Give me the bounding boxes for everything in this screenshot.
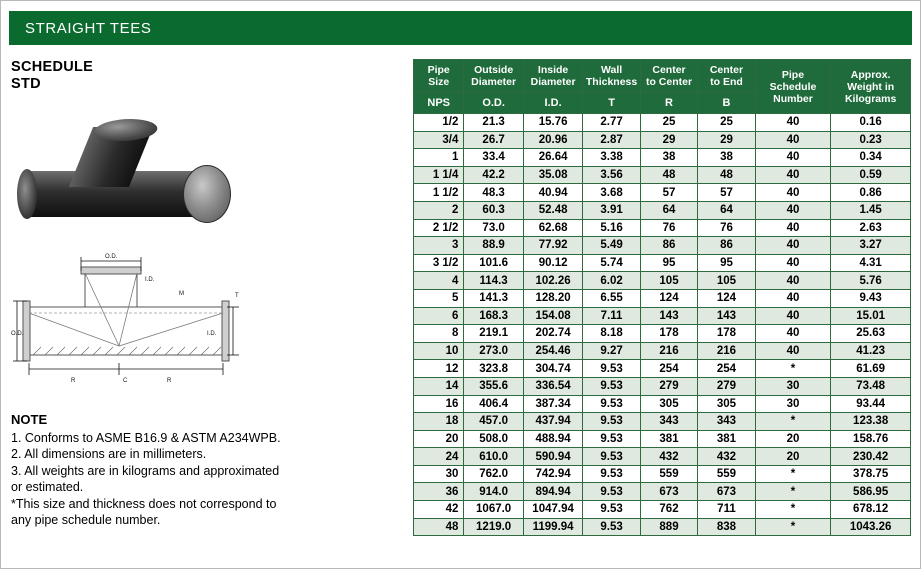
cell-t: 7.11: [583, 307, 640, 325]
drawing-label-id-right: I.D.: [207, 331, 217, 337]
col-symbol-r: R: [640, 93, 697, 114]
col-symbol-nps: NPS: [414, 93, 464, 114]
cell-sch: 40: [755, 237, 831, 255]
cell-id: 1047.94: [523, 501, 582, 519]
cell-wt: 4.31: [831, 254, 911, 272]
cell-wt: 3.27: [831, 237, 911, 255]
cell-t: 9.53: [583, 518, 640, 536]
cell-wt: 93.44: [831, 395, 911, 413]
cell-id: 437.94: [523, 413, 582, 431]
table-row: [414, 149, 911, 167]
table-row: [414, 413, 911, 431]
cell-t: 9.53: [583, 448, 640, 466]
cell-nps: 1/2: [414, 114, 464, 132]
tee-right-end: [183, 165, 231, 223]
cell-nps: 48: [414, 518, 464, 536]
cell-wt: 678.12: [831, 501, 911, 519]
cell-b: 143: [698, 307, 755, 325]
cell-od: 114.3: [464, 272, 523, 290]
cell-od: 26.7: [464, 131, 523, 149]
cell-od: 42.2: [464, 166, 523, 184]
tee-product-photo: [11, 113, 251, 243]
drawing-label-r-right: R: [167, 378, 172, 384]
note-line-1: 1. Conforms to ASME B16.9 & ASTM A234WPB.: [11, 430, 281, 445]
cell-od: 48.3: [464, 184, 523, 202]
cell-sch: 40: [755, 114, 831, 132]
cell-od: 219.1: [464, 325, 523, 343]
table-row: [414, 201, 911, 219]
cell-sch: 40: [755, 272, 831, 290]
cell-r: 559: [640, 465, 697, 483]
table-row: [414, 342, 911, 360]
cell-r: 343: [640, 413, 697, 431]
cell-od: 1067.0: [464, 501, 523, 519]
cell-nps: 14: [414, 377, 464, 395]
cell-b: 279: [698, 377, 755, 395]
col-header-wall-thickness: Wall Thickness: [583, 60, 640, 93]
table-row: [414, 219, 911, 237]
cell-id: 387.34: [523, 395, 582, 413]
col-header-center-to-center: Center to Center: [640, 60, 697, 93]
cell-id: 154.08: [523, 307, 582, 325]
cell-b: 38: [698, 149, 755, 167]
cell-b: 124: [698, 289, 755, 307]
note-block: [11, 412, 406, 529]
cell-r: 86: [640, 237, 697, 255]
note-line-6: any pipe schedule number.: [11, 513, 161, 527]
cell-od: 33.4: [464, 149, 523, 167]
cell-r: 25: [640, 114, 697, 132]
cell-nps: 42: [414, 501, 464, 519]
cell-wt: 378.75: [831, 465, 911, 483]
tee-dimension-drawing: [11, 251, 241, 391]
cell-id: 40.94: [523, 184, 582, 202]
cell-r: 105: [640, 272, 697, 290]
cell-t: 9.53: [583, 501, 640, 519]
cell-b: 48: [698, 166, 755, 184]
cell-od: 508.0: [464, 430, 523, 448]
table-row: [414, 272, 911, 290]
col-symbol-id: I.D.: [523, 93, 582, 114]
cell-nps: 1: [414, 149, 464, 167]
table-row: [414, 360, 911, 378]
drawing-label-c: C: [123, 378, 128, 384]
table-row: [414, 307, 911, 325]
table-row: [414, 325, 911, 343]
cell-nps: 6: [414, 307, 464, 325]
cell-sch: 40: [755, 219, 831, 237]
cell-sch: 40: [755, 307, 831, 325]
cell-od: 914.0: [464, 483, 523, 501]
cell-od: 101.6: [464, 254, 523, 272]
cell-t: 9.53: [583, 483, 640, 501]
table-row: [414, 377, 911, 395]
cell-id: 304.74: [523, 360, 582, 378]
note-title: NOTE: [11, 412, 48, 427]
table-row: [414, 395, 911, 413]
cell-nps: 3 1/2: [414, 254, 464, 272]
cell-r: 762: [640, 501, 697, 519]
cell-sch: 40: [755, 149, 831, 167]
cell-wt: 5.76: [831, 272, 911, 290]
dimensions-table-wrap: [413, 59, 911, 536]
cell-sch: *: [755, 360, 831, 378]
cell-wt: 41.23: [831, 342, 911, 360]
cell-od: 60.3: [464, 201, 523, 219]
table-head: [414, 60, 911, 114]
cell-t: 3.56: [583, 166, 640, 184]
table-row: [414, 430, 911, 448]
cell-nps: 16: [414, 395, 464, 413]
schedule-label: [11, 59, 406, 93]
cell-nps: 5: [414, 289, 464, 307]
cell-b: 343: [698, 413, 755, 431]
cell-r: 57: [640, 184, 697, 202]
cell-wt: 15.01: [831, 307, 911, 325]
table-row: [414, 289, 911, 307]
cell-b: 95: [698, 254, 755, 272]
drawing-label-t: T: [235, 293, 239, 299]
cell-od: 762.0: [464, 465, 523, 483]
cell-nps: 8: [414, 325, 464, 343]
cell-wt: 61.69: [831, 360, 911, 378]
schedule-line-1: SCHEDULE: [11, 59, 94, 75]
cell-r: 64: [640, 201, 697, 219]
cell-b: 57: [698, 184, 755, 202]
cell-r: 124: [640, 289, 697, 307]
cell-nps: 24: [414, 448, 464, 466]
drawing-label-r-left: R: [71, 378, 76, 384]
cell-sch: 40: [755, 166, 831, 184]
cell-od: 273.0: [464, 342, 523, 360]
cell-sch: 40: [755, 254, 831, 272]
cell-wt: 0.59: [831, 166, 911, 184]
drawing-label-od-top: O.D.: [105, 254, 118, 260]
cell-t: 9.27: [583, 342, 640, 360]
cell-nps: 18: [414, 413, 464, 431]
cell-t: 6.55: [583, 289, 640, 307]
table-row: [414, 166, 911, 184]
cell-sch: *: [755, 413, 831, 431]
cell-wt: 25.63: [831, 325, 911, 343]
cell-b: 559: [698, 465, 755, 483]
cell-b: 178: [698, 325, 755, 343]
cell-sch: *: [755, 518, 831, 536]
cell-sch: *: [755, 483, 831, 501]
table-row: [414, 237, 911, 255]
cell-t: 6.02: [583, 272, 640, 290]
cell-sch: 40: [755, 289, 831, 307]
cell-t: 5.74: [583, 254, 640, 272]
cell-sch: 40: [755, 342, 831, 360]
cell-r: 254: [640, 360, 697, 378]
cell-wt: 0.86: [831, 184, 911, 202]
cell-wt: 2.63: [831, 219, 911, 237]
cell-b: 25: [698, 114, 755, 132]
col-symbol-b: B: [698, 93, 755, 114]
cell-id: 20.96: [523, 131, 582, 149]
cell-sch: 20: [755, 430, 831, 448]
cell-wt: 0.16: [831, 114, 911, 132]
cell-t: 9.53: [583, 395, 640, 413]
cell-t: 9.53: [583, 360, 640, 378]
cell-sch: 30: [755, 395, 831, 413]
cell-sch: 40: [755, 201, 831, 219]
table-row: [414, 465, 911, 483]
cell-sch: 30: [755, 377, 831, 395]
cell-id: 336.54: [523, 377, 582, 395]
col-header-inside-diameter: Inside Diameter: [523, 60, 582, 93]
cell-b: 254: [698, 360, 755, 378]
cell-t: 8.18: [583, 325, 640, 343]
dimensions-table: [413, 59, 911, 536]
cell-id: 90.12: [523, 254, 582, 272]
cell-od: 1219.0: [464, 518, 523, 536]
cell-nps: 3: [414, 237, 464, 255]
cell-id: 254.46: [523, 342, 582, 360]
cell-b: 86: [698, 237, 755, 255]
cell-id: 102.26: [523, 272, 582, 290]
cell-od: 21.3: [464, 114, 523, 132]
table-row: [414, 254, 911, 272]
cell-sch: 20: [755, 448, 831, 466]
table-row: [414, 184, 911, 202]
cell-wt: 9.43: [831, 289, 911, 307]
cell-sch: 40: [755, 325, 831, 343]
col-header-outside-diameter: Outside Diameter: [464, 60, 523, 93]
cell-r: 216: [640, 342, 697, 360]
cell-od: 323.8: [464, 360, 523, 378]
cell-t: 2.77: [583, 114, 640, 132]
cell-od: 168.3: [464, 307, 523, 325]
cell-b: 673: [698, 483, 755, 501]
cell-wt: 158.76: [831, 430, 911, 448]
cell-od: 610.0: [464, 448, 523, 466]
cell-t: 9.53: [583, 430, 640, 448]
cell-b: 305: [698, 395, 755, 413]
cell-r: 381: [640, 430, 697, 448]
col-symbol-od: O.D.: [464, 93, 523, 114]
cell-id: 488.94: [523, 430, 582, 448]
note-line-3: 3. All weights are in kilograms and approximated: [11, 463, 280, 478]
cell-b: 76: [698, 219, 755, 237]
cell-sch: 40: [755, 184, 831, 202]
drawing-label-id-top: I.D.: [145, 277, 155, 283]
tee-left-end: [17, 169, 37, 219]
cell-id: 52.48: [523, 201, 582, 219]
cell-od: 457.0: [464, 413, 523, 431]
cell-r: 279: [640, 377, 697, 395]
col-symbol-t: T: [583, 93, 640, 114]
table-row: [414, 483, 911, 501]
cell-od: 141.3: [464, 289, 523, 307]
cell-id: 742.94: [523, 465, 582, 483]
left-column: [11, 59, 406, 529]
table-row: [414, 131, 911, 149]
note-line-4: or estimated.: [11, 480, 84, 494]
drawing-label-od-left: O.D.: [11, 331, 24, 337]
cell-r: 29: [640, 131, 697, 149]
cell-id: 62.68: [523, 219, 582, 237]
cell-id: 77.92: [523, 237, 582, 255]
cell-b: 216: [698, 342, 755, 360]
cell-nps: 12: [414, 360, 464, 378]
cell-r: 432: [640, 448, 697, 466]
cell-b: 838: [698, 518, 755, 536]
cell-nps: 36: [414, 483, 464, 501]
cell-nps: 2: [414, 201, 464, 219]
cell-r: 889: [640, 518, 697, 536]
col-header-pipe-size: Pipe Size: [414, 60, 464, 93]
cell-r: 305: [640, 395, 697, 413]
cell-id: 15.76: [523, 114, 582, 132]
cell-b: 711: [698, 501, 755, 519]
cell-r: 48: [640, 166, 697, 184]
cell-sch: 40: [755, 131, 831, 149]
cell-od: 355.6: [464, 377, 523, 395]
cell-od: 73.0: [464, 219, 523, 237]
cell-b: 432: [698, 448, 755, 466]
cell-t: 3.91: [583, 201, 640, 219]
cell-wt: 0.23: [831, 131, 911, 149]
cell-id: 26.64: [523, 149, 582, 167]
page-header-banner: [9, 11, 912, 45]
cell-wt: 123.38: [831, 413, 911, 431]
cell-t: 2.87: [583, 131, 640, 149]
cell-b: 381: [698, 430, 755, 448]
drawing-label-m: M: [179, 291, 184, 297]
cell-wt: 586.95: [831, 483, 911, 501]
cell-t: 9.53: [583, 465, 640, 483]
cell-sch: *: [755, 501, 831, 519]
table-row: [414, 518, 911, 536]
cell-nps: 2 1/2: [414, 219, 464, 237]
note-line-5: *This size and thickness does not correspond to: [11, 496, 277, 511]
cell-r: 178: [640, 325, 697, 343]
cell-r: 95: [640, 254, 697, 272]
cell-t: 3.68: [583, 184, 640, 202]
cell-nps: 1 1/4: [414, 166, 464, 184]
cell-wt: 230.42: [831, 448, 911, 466]
table-row: [414, 448, 911, 466]
note-line-2: 2. All dimensions are in millimeters.: [11, 447, 207, 461]
cell-t: 5.16: [583, 219, 640, 237]
cell-id: 590.94: [523, 448, 582, 466]
cell-nps: 4: [414, 272, 464, 290]
table-body: [414, 114, 911, 536]
cell-sch: *: [755, 465, 831, 483]
cell-wt: 73.48: [831, 377, 911, 395]
cell-r: 76: [640, 219, 697, 237]
table-row: [414, 114, 911, 132]
cell-t: 9.53: [583, 413, 640, 431]
cell-t: 9.53: [583, 377, 640, 395]
cell-nps: 1 1/2: [414, 184, 464, 202]
cell-nps: 10: [414, 342, 464, 360]
cell-r: 143: [640, 307, 697, 325]
cell-t: 3.38: [583, 149, 640, 167]
cell-b: 105: [698, 272, 755, 290]
cell-id: 128.20: [523, 289, 582, 307]
cell-id: 894.94: [523, 483, 582, 501]
cell-b: 64: [698, 201, 755, 219]
cell-od: 406.4: [464, 395, 523, 413]
table-row: [414, 501, 911, 519]
cell-r: 38: [640, 149, 697, 167]
cell-wt: 1043.26: [831, 518, 911, 536]
cell-wt: 1.45: [831, 201, 911, 219]
table-header-row: [414, 60, 911, 93]
schedule-line-2: STD: [11, 76, 41, 92]
cell-od: 88.9: [464, 237, 523, 255]
cell-id: 35.08: [523, 166, 582, 184]
col-header-approx-weight: Approx. Weight in Kilograms: [831, 60, 911, 114]
cell-nps: 30: [414, 465, 464, 483]
cell-nps: 20: [414, 430, 464, 448]
cell-id: 1199.94: [523, 518, 582, 536]
cell-nps: 3/4: [414, 131, 464, 149]
cell-r: 673: [640, 483, 697, 501]
cell-b: 29: [698, 131, 755, 149]
col-header-pipe-schedule-number: Pipe Schedule Number: [755, 60, 831, 114]
col-header-center-to-end: Center to End: [698, 60, 755, 93]
tee-branch-opening: [91, 119, 162, 141]
cell-id: 202.74: [523, 325, 582, 343]
page-title: STRAIGHT TEES: [25, 19, 152, 37]
cell-t: 5.49: [583, 237, 640, 255]
cell-wt: 0.34: [831, 149, 911, 167]
